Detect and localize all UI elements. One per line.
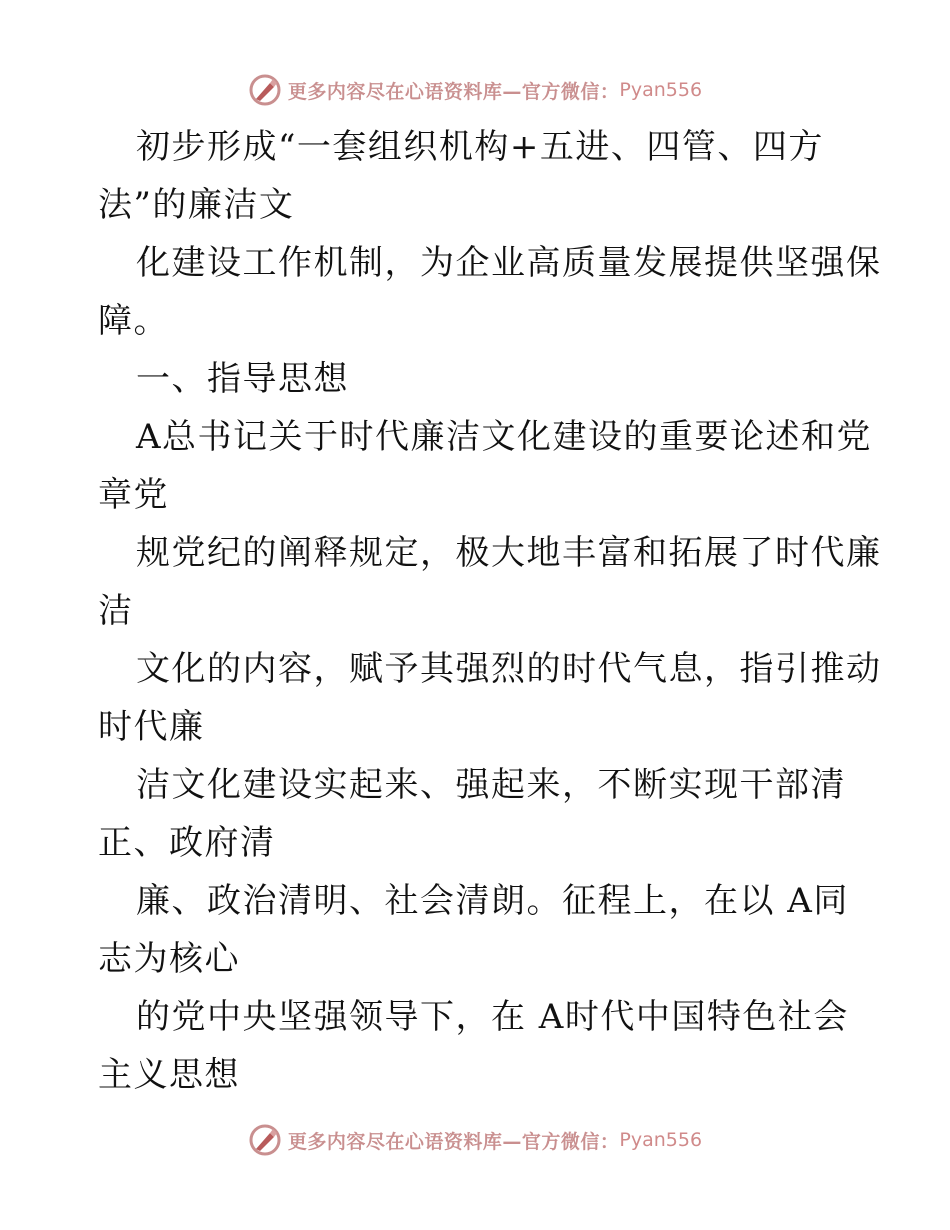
pen-seal-icon xyxy=(248,73,282,107)
watermark-text: 更多内容尽在心语资料库—官方微信： xyxy=(287,1130,620,1153)
text-line: 化建设工作机制，为企业高质量发展提供坚强保 xyxy=(136,243,882,283)
watermark-wechat-id: Pyan556 xyxy=(619,1129,703,1151)
text-line: 主义思想 xyxy=(98,1055,240,1095)
text-line: A总书记关于时代廉洁文化建设的重要论述和党 xyxy=(136,417,873,457)
watermark-header xyxy=(0,70,950,110)
text-line: 障。 xyxy=(98,301,169,341)
text-line: 文化的内容，赋予其强烈的时代气息，指引推动 xyxy=(136,649,882,689)
text-line: 法”的廉洁文 xyxy=(98,185,295,225)
watermark-text: 更多内容尽在心语资料库—官方微信： xyxy=(287,80,620,103)
text-line: 规党纪的阐释规定，极大地丰富和拓展了时代廉 xyxy=(136,533,882,573)
text-line: 时代廉 xyxy=(98,707,205,747)
text-line: 的党中央坚强领导下，在 A时代中国特色社会 xyxy=(136,997,849,1037)
section-heading: 一、指导思想 xyxy=(136,359,349,399)
text-line: 正、政府清 xyxy=(98,823,276,863)
pen-seal-icon xyxy=(248,1123,282,1157)
text-line: 洁 xyxy=(98,591,134,631)
text-line: 洁文化建设实起来、强起来，不断实现干部清 xyxy=(136,765,846,805)
watermark-wechat-id: Pyan556 xyxy=(619,79,703,101)
text-line: 初步形成“一套组织机构+五进、四管、四方 xyxy=(136,127,824,167)
watermark-footer xyxy=(0,1120,950,1160)
text-line: 志为核心 xyxy=(98,939,240,979)
text-line: 章党 xyxy=(98,475,169,515)
text-line: 廉、政治清明、社会清朗。征程上，在以 A同 xyxy=(136,881,849,921)
